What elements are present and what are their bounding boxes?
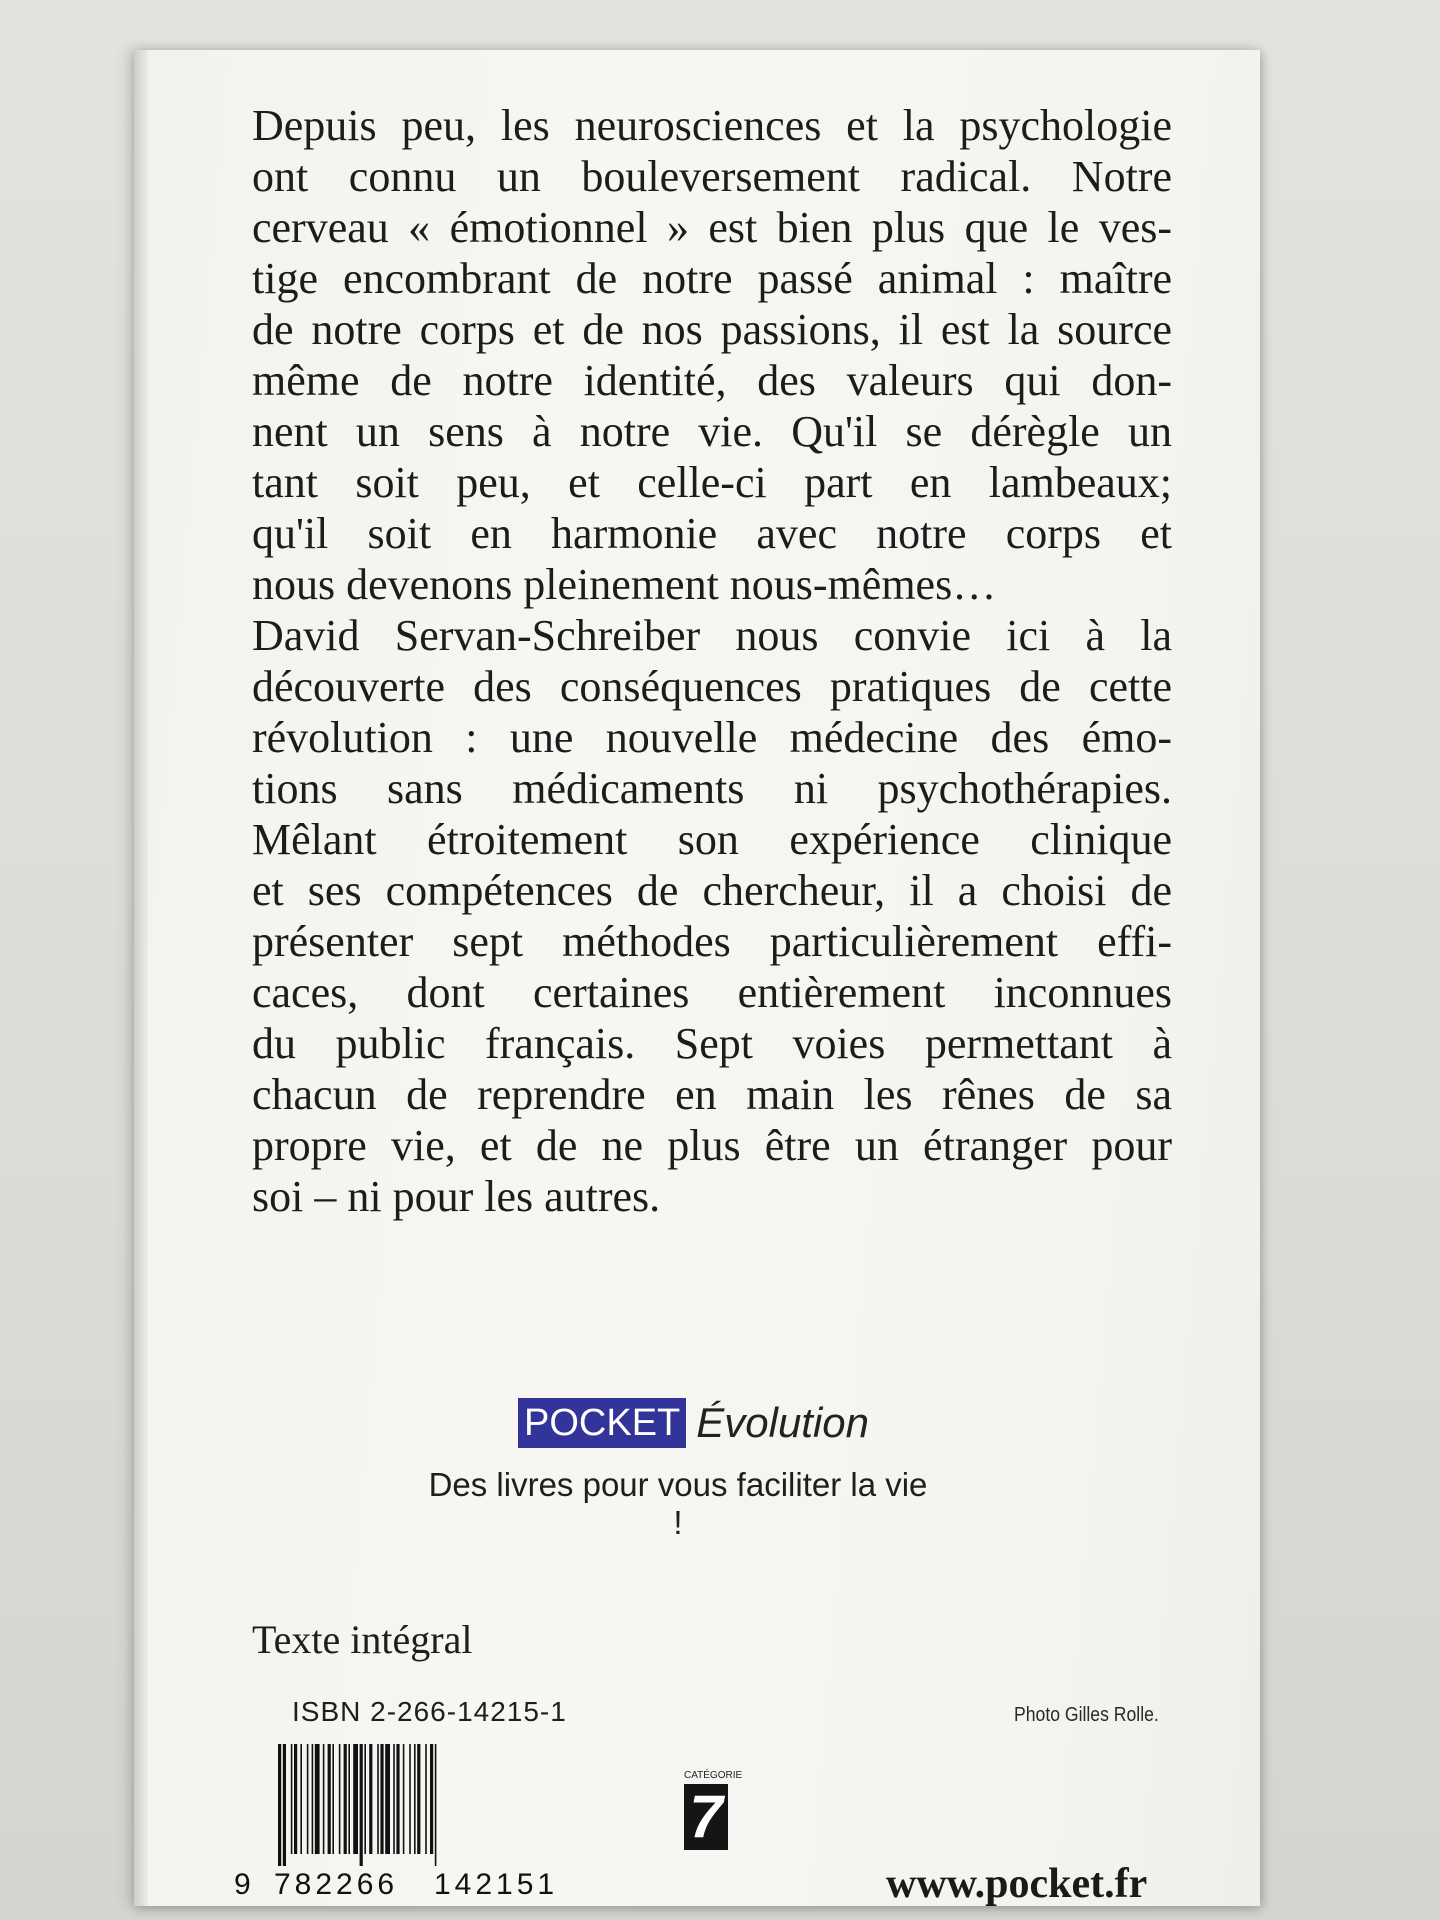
barcode-bar — [315, 1744, 320, 1854]
barcode-bar — [312, 1744, 314, 1854]
barcode-bar — [393, 1744, 395, 1854]
cover-spine-edge — [134, 50, 148, 1906]
barcode-bar — [417, 1744, 420, 1854]
barcode-bar — [328, 1744, 331, 1854]
blurb-line: du public français. Sept voies permettant à — [252, 1019, 1172, 1068]
barcode-bar — [323, 1744, 325, 1854]
blurb-line: et ses compétences de chercheur, il a choisi de — [252, 866, 1172, 915]
full-text-label: Texte intégral — [252, 1617, 473, 1662]
blurb-line: présenter sept méthodes particulièrement effi- — [252, 917, 1172, 966]
blurb-line: David Servan-Schreiber nous convie ici à la — [252, 611, 1172, 660]
barcode-bar — [348, 1744, 350, 1854]
barcode-icon — [274, 1744, 574, 1866]
blurb-text — [252, 100, 1172, 1222]
barcode-lead-digit: 9 — [234, 1868, 251, 1901]
photo-credit: Photo Gilles Rolle. — [1014, 1704, 1159, 1726]
blurb-line: caces, dont certaines entièrement inconnues — [252, 968, 1172, 1017]
series-name: Évolution — [696, 1399, 870, 1446]
category-label: CATÉGORIE — [684, 1770, 743, 1781]
blurb-line: tions sans médicaments ni psychothérapies. — [252, 764, 1172, 813]
barcode-bar — [344, 1744, 347, 1854]
blurb-line: chacun de reprendre en main les rênes de sa — [252, 1070, 1172, 1119]
blurb-line: cerveau « émotionnel » est bien plus que le ves- — [252, 203, 1172, 252]
barcode-bar — [369, 1744, 372, 1854]
blurb-line: même de notre identité, des valeurs qui don- — [252, 356, 1172, 405]
barcode-bar — [332, 1744, 334, 1854]
barcode-bar — [353, 1744, 358, 1854]
blurb-line: propre vie, et de ne plus être un étranger pour — [252, 1121, 1172, 1170]
blurb-line: nous devenons pleinement nous-mêmes… — [252, 560, 997, 609]
blurb-line: ont connu un bouleversement radical. Notre — [252, 152, 1172, 201]
isbn-label: ISBN 2-266-14215-1 — [292, 1696, 567, 1727]
blurb-line: soi – ni pour les autres. — [252, 1172, 661, 1221]
barcode-bar — [307, 1744, 309, 1854]
barcode-bar — [430, 1744, 433, 1854]
blurb-line: nent un sens à notre vie. Qu'il se dérègle un — [252, 407, 1172, 456]
barcode-bar — [414, 1744, 416, 1854]
barcode-group-2: 142151 — [434, 1868, 559, 1901]
blurb-line: tige encombrant de notre passé animal : maître — [252, 254, 1172, 303]
barcode-bar — [409, 1744, 411, 1854]
barcode-bar — [435, 1744, 437, 1866]
barcode-bar — [339, 1744, 341, 1854]
book-back-cover — [134, 50, 1260, 1906]
category-number: 7 — [684, 1784, 728, 1850]
barcode-bar — [380, 1744, 383, 1854]
barcode-bar — [278, 1744, 281, 1866]
blurb-line: révolution : une nouvelle médecine des émo- — [252, 713, 1172, 762]
barcode-bar — [403, 1744, 405, 1854]
barcode-bar — [360, 1744, 363, 1866]
brand-slogan: Des livres pour vous faciliter la vie ! — [428, 1466, 928, 1541]
barcode-bar — [294, 1744, 297, 1854]
blurb-line: qu'il soit en harmonie avec notre corps et — [252, 509, 1172, 558]
barcode-group-1: 782266 — [274, 1868, 399, 1901]
barcode-bar — [291, 1744, 293, 1854]
category-badge — [684, 1770, 742, 1850]
pocket-logo: POCKET — [518, 1398, 686, 1448]
publisher-website: www.pocket.fr — [886, 1861, 1148, 1907]
barcode-bar — [396, 1744, 399, 1854]
barcode-bar — [283, 1744, 286, 1866]
barcode-bar — [425, 1744, 427, 1854]
barcode-bar — [364, 1744, 366, 1854]
barcode-bar — [300, 1744, 302, 1854]
blurb-line: Depuis peu, les neurosciences et la psychologie — [252, 101, 1172, 150]
blurb-line: Mêlant étroitement son expérience clinique — [252, 815, 1172, 864]
barcode-bar — [377, 1744, 379, 1854]
blurb-line: tant soit peu, et celle-ci part en lambeaux; — [252, 458, 1172, 507]
blurb-line: découverte des conséquences pratiques de cette — [252, 662, 1172, 711]
barcode-bar — [385, 1744, 390, 1854]
publisher-brand — [518, 1395, 869, 1451]
blurb-line: de notre corps et de nos passions, il est la source — [252, 305, 1172, 354]
